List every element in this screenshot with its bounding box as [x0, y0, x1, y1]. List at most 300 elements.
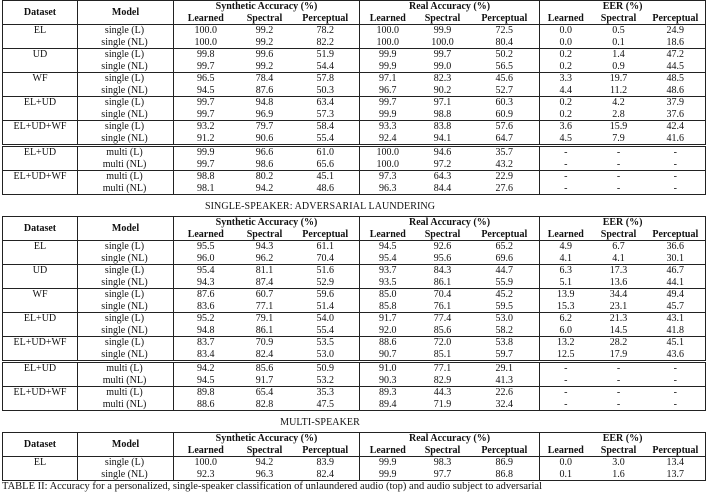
spectral-subheader: Spectral [416, 13, 470, 25]
syn-perceptual-cell: 78.2 [292, 25, 360, 37]
syn-perceptual-cell: 50.9 [292, 362, 360, 375]
real-learned-cell: 85.0 [360, 289, 416, 301]
model-header: Model [78, 1, 174, 25]
syn-spectral-cell: 94.8 [238, 97, 292, 109]
syn-learned-cell: 94.2 [174, 362, 238, 375]
model-cell: single (NL) [78, 61, 174, 73]
eer-perceptual-cell: 44.1 [646, 277, 706, 289]
spectral-subheader: Spectral [592, 13, 646, 25]
syn-spectral-cell: 91.7 [255, 374, 274, 386]
syn-spectral-cell: 96.6 [238, 146, 292, 159]
eer-header: EER (%) [540, 217, 706, 229]
model-cell: multi (NL) [78, 183, 174, 195]
real-perceptual-cell: 56.5 [470, 61, 540, 73]
real-learned-cell: 89.4 [360, 399, 416, 411]
eer-header: EER (%) [540, 1, 706, 13]
syn-learned-cell: 96.0 [197, 252, 215, 264]
syn-learned-cell: 83.7 [174, 337, 238, 349]
syn-learned-cell: 83.6 [197, 300, 215, 312]
real-spectral-cell: 77.4 [416, 313, 470, 325]
real-learned-cell: 91.7 [360, 313, 416, 325]
syn-spectral-cell: 80.2 [238, 171, 292, 183]
real-perceptual-cell: 41.3 [470, 375, 540, 387]
syn-perceptual-cell: 53.0 [292, 349, 360, 362]
syn-spectral-cell: 99.6 [238, 49, 292, 61]
table-row [3, 159, 706, 171]
real-spectral-cell: 84.3 [416, 265, 470, 277]
real-learned-cell: 93.5 [379, 276, 397, 288]
eer-perceptual-cell: 42.4 [646, 121, 706, 133]
eer-spectral-cell: 34.4 [592, 289, 646, 301]
eer-spectral-cell: 1.4 [592, 49, 646, 61]
real-learned-cell: 100.0 [376, 36, 400, 48]
syn-spectral-cell: 86.1 [255, 324, 274, 336]
syn-spectral-cell: 99.2 [255, 60, 274, 72]
model-cell: single (L) [78, 97, 174, 109]
real-learned-cell: 92.0 [379, 324, 397, 336]
perceptual-subheader: Perceptual [646, 229, 706, 241]
syn-perceptual-cell: 52.9 [292, 277, 360, 289]
syn-spectral-cell: 94.2 [238, 183, 292, 195]
real-perceptual-cell: 69.6 [470, 253, 540, 265]
syn-perceptual-cell: 51.6 [292, 265, 360, 277]
table-row [3, 97, 706, 109]
table-row [3, 277, 706, 289]
real-learned-cell: 96.7 [379, 84, 397, 96]
syn-spectral-cell: 77.1 [255, 300, 274, 312]
real-spectral-cell: 98.3 [433, 457, 452, 468]
real-spectral-cell: 77.1 [416, 362, 470, 375]
real-spectral-cell: 97.2 [433, 158, 452, 170]
real-perceptual-cell: 50.2 [470, 49, 540, 61]
eer-spectral-cell: 7.9 [612, 132, 625, 144]
syn-spectral-cell: 82.8 [238, 399, 292, 411]
header-row [3, 433, 706, 445]
eer-perceptual-cell: 41.6 [646, 133, 706, 146]
table-row [3, 387, 706, 399]
table-row [3, 337, 706, 349]
real-perceptual-cell: 72.5 [470, 25, 540, 37]
syn-learned-cell: 99.7 [174, 97, 238, 109]
syn-perceptual-cell: 35.3 [292, 387, 360, 399]
real-learned-cell: 99.9 [379, 457, 397, 468]
spectral-subheader: Spectral [238, 445, 292, 457]
eer-spectral-cell: - [592, 146, 646, 159]
real-spectral-cell: 98.8 [433, 108, 452, 120]
spectral-subheader: Spectral [416, 229, 470, 241]
syn-spectral-cell: 60.7 [238, 289, 292, 301]
real-learned-cell: 99.9 [379, 60, 397, 72]
spectral-subheader: Spectral [592, 445, 646, 457]
real-spectral-cell: 99.0 [433, 60, 452, 72]
eer-perceptual-cell: 48.5 [646, 73, 706, 85]
real-learned-cell: 100.0 [376, 158, 400, 170]
learned-subheader: Learned [360, 445, 416, 457]
table-caption: TABLE II: Accuracy for a personalized, single-speaker classification of unlaundered audio (top) and audio subject to adversarial [2, 481, 542, 492]
eer-spectral-cell: - [592, 183, 646, 195]
real-spectral-cell: 97.7 [416, 469, 470, 481]
model-cell: single (NL) [78, 325, 174, 337]
eer-perceptual-cell: 36.6 [646, 241, 706, 253]
learned-subheader: Learned [360, 13, 416, 25]
real-perceptual-cell: 59.7 [470, 349, 540, 362]
syn-learned-cell: 99.9 [174, 146, 238, 159]
syn-learned-cell: 89.8 [174, 387, 238, 399]
real-spectral-cell: 99.7 [416, 49, 470, 61]
real-perceptual-cell: 44.7 [470, 265, 540, 277]
dataset-cell: UD [3, 49, 78, 73]
eer-spectral-cell: 21.3 [592, 313, 646, 325]
syn-learned-cell: 88.6 [174, 399, 238, 411]
eer-perceptual-cell: 43.6 [646, 349, 706, 362]
eer-learned-cell: 4.9 [559, 241, 573, 252]
real-spectral-cell: 82.3 [416, 73, 470, 85]
syn-perceptual-cell: 53.5 [292, 337, 360, 349]
real-perceptual-cell: 22.6 [470, 387, 540, 399]
syn-learned-cell: 100.0 [194, 457, 217, 468]
real-learned-cell: 92.4 [379, 132, 397, 144]
syn-learned-cell: 99.7 [197, 60, 215, 72]
eer-learned-cell: 0.0 [559, 457, 573, 468]
model-cell: single (NL) [78, 37, 174, 49]
eer-learned-cell: 4.5 [559, 132, 573, 144]
model-cell: single (L) [78, 337, 174, 349]
syn-perceptual-cell: 63.4 [292, 97, 360, 109]
syn-perceptual-cell: 58.4 [292, 121, 360, 133]
perceptual-subheader: Perceptual [292, 445, 360, 457]
spectral-subheader: Spectral [238, 229, 292, 241]
table-row [3, 253, 706, 265]
table-row [3, 133, 706, 146]
eer-learned-cell: - [564, 158, 568, 170]
real-learned-cell: 90.3 [379, 374, 397, 386]
table-row [3, 146, 706, 159]
eer-perceptual-cell: 47.2 [646, 49, 706, 61]
table-row [3, 313, 706, 325]
real-perceptual-cell: 64.7 [470, 133, 540, 146]
learned-subheader: Learned [540, 229, 592, 241]
dataset-header: Dataset [3, 433, 78, 457]
model-cell: multi (NL) [78, 399, 174, 411]
syn-spectral-cell: 81.1 [238, 265, 292, 277]
real-spectral-cell: 94.1 [433, 132, 452, 144]
eer-spectral-cell: - [592, 171, 646, 183]
eer-learned-cell: 0.2 [540, 49, 592, 61]
syn-learned-cell: 94.5 [197, 84, 215, 96]
syn-learned-cell: 99.7 [197, 108, 215, 120]
eer-learned-cell: - [540, 146, 592, 159]
eer-perceptual-cell: 49.4 [646, 289, 706, 301]
table-row [3, 25, 706, 37]
syn-perceptual-cell: 55.4 [292, 133, 360, 146]
syn-learned-cell: 98.8 [174, 171, 238, 183]
real-perceptual-cell: 43.2 [470, 159, 540, 171]
real-learned-cell: 90.7 [379, 348, 397, 360]
real-perceptual-cell: 53.8 [470, 337, 540, 349]
real-learned-cell: 89.3 [360, 387, 416, 399]
eer-learned-cell: 4.1 [559, 252, 573, 264]
eer-learned-cell: 3.3 [540, 73, 592, 85]
eer-learned-cell: 0.2 [540, 97, 592, 109]
syn-spectral-cell: 96.2 [255, 252, 274, 264]
real-perceptual-cell: 45.2 [470, 289, 540, 301]
model-cell: single (L) [78, 241, 174, 253]
real-perceptual-cell: 52.7 [470, 85, 540, 97]
section-title: MULTI-SPEAKER [280, 417, 360, 428]
eer-learned-cell: - [564, 374, 568, 386]
model-cell: single (NL) [78, 253, 174, 265]
eer-perceptual-cell: - [646, 362, 706, 375]
eer-spectral-cell: - [592, 399, 646, 411]
dataset-cell: EL+UD+WF [3, 121, 78, 146]
table-row [3, 241, 706, 253]
syn-spectral-cell: 87.6 [255, 84, 274, 96]
syn-perceptual-cell: 51.4 [292, 301, 360, 313]
real-learned-cell: 99.9 [379, 108, 397, 120]
real-perceptual-cell: 58.2 [470, 325, 540, 337]
eer-learned-cell: 15.3 [557, 300, 575, 312]
syn-learned-cell: 94.3 [197, 276, 215, 288]
real-learned-cell: 93.7 [360, 265, 416, 277]
real-spectral-cell: 76.1 [433, 300, 452, 312]
syn-spectral-cell: 96.9 [255, 108, 274, 120]
real-perceptual-cell: 29.1 [470, 362, 540, 375]
eer-perceptual-cell: 37.6 [646, 109, 706, 121]
syn-perceptual-cell: 48.6 [292, 183, 360, 195]
model-cell: single (NL) [78, 133, 174, 146]
model-cell: single (L) [78, 265, 174, 277]
eer-learned-cell: 4.4 [559, 84, 573, 96]
eer-perceptual-cell: 37.9 [646, 97, 706, 109]
eer-perceptual-cell: 45.1 [646, 337, 706, 349]
eer-spectral-cell: 19.7 [592, 73, 646, 85]
real-accuracy-header: Real Accuracy (%) [360, 1, 540, 13]
real-spectral-cell: 64.3 [416, 171, 470, 183]
syn-learned-cell: 95.5 [197, 241, 215, 252]
eer-perceptual-cell: 46.7 [646, 265, 706, 277]
syn-spectral-cell: 96.3 [238, 469, 292, 481]
real-spectral-cell: 94.6 [416, 146, 470, 159]
syn-spectral-cell: 79.7 [238, 121, 292, 133]
syn-perceptual-cell: 65.6 [292, 159, 360, 171]
model-cell: single (L) [78, 73, 174, 85]
real-perceptual-cell: 32.4 [470, 399, 540, 411]
model-cell: single (NL) [78, 469, 174, 481]
model-cell: single (NL) [78, 109, 174, 121]
syn-perceptual-cell: 47.5 [292, 399, 360, 411]
eer-learned-cell: 0.0 [559, 25, 573, 36]
table-row [3, 301, 706, 313]
learned-subheader: Learned [174, 445, 238, 457]
eer-learned-cell: 6.3 [540, 265, 592, 277]
model-cell: multi (L) [78, 171, 174, 183]
eer-perceptual-cell: 24.9 [646, 25, 706, 37]
real-spectral-cell: 70.4 [416, 289, 470, 301]
eer-learned-cell: - [540, 183, 592, 195]
syn-learned-cell: 96.5 [174, 73, 238, 85]
real-learned-cell: 88.6 [360, 337, 416, 349]
real-spectral-cell: 95.6 [433, 252, 452, 264]
perceptual-subheader: Perceptual [470, 445, 540, 457]
table-row [3, 171, 706, 183]
real-spectral-cell: 44.3 [416, 387, 470, 399]
eer-spectral-cell: 11.2 [609, 84, 628, 96]
real-spectral-cell: 97.1 [416, 97, 470, 109]
eer-spectral-cell: 17.3 [592, 265, 646, 277]
syn-learned-cell: 83.4 [197, 348, 215, 360]
learned-subheader: Learned [360, 229, 416, 241]
model-cell: single (NL) [78, 85, 174, 97]
eer-perceptual-cell: - [646, 183, 706, 195]
dataset-cell: EL+UD+WF [3, 171, 78, 195]
model-cell: multi (L) [78, 146, 174, 159]
learned-subheader: Learned [540, 445, 592, 457]
dataset-cell: EL+UD [3, 362, 78, 387]
eer-learned-cell: 6.0 [559, 324, 573, 336]
syn-spectral-cell: 94.2 [255, 457, 274, 468]
model-cell: multi (NL) [78, 159, 174, 171]
syn-perceptual-cell: 82.4 [292, 469, 360, 481]
model-cell: single (NL) [78, 277, 174, 289]
syn-perceptual-cell: 57.3 [292, 109, 360, 121]
eer-spectral-cell: - [616, 374, 621, 386]
eer-spectral-cell: 13.6 [609, 276, 628, 288]
syn-learned-cell: 100.0 [194, 36, 217, 48]
spectral-subheader: Spectral [592, 229, 646, 241]
real-learned-cell: 91.0 [360, 362, 416, 375]
eer-learned-cell: 13.9 [540, 289, 592, 301]
eer-spectral-cell: 4.2 [592, 97, 646, 109]
table-row [3, 289, 706, 301]
real-learned-cell: 93.3 [360, 121, 416, 133]
perceptual-subheader: Perceptual [646, 13, 706, 25]
syn-spectral-cell: 79.1 [238, 313, 292, 325]
eer-perceptual-cell: - [646, 387, 706, 399]
syn-perceptual-cell: 61.1 [292, 241, 360, 253]
syn-perceptual-cell: 70.4 [292, 253, 360, 265]
results-table [2, 432, 706, 481]
syn-spectral-cell: 65.4 [238, 387, 292, 399]
syn-learned-cell: 95.4 [174, 265, 238, 277]
dataset-cell: WF [3, 289, 78, 313]
section-title: SINGLE-SPEAKER: ADVERSARIAL LAUNDERING [204, 201, 436, 212]
header-row [3, 1, 706, 13]
syn-spectral-cell: 70.9 [238, 337, 292, 349]
eer-perceptual-cell: - [646, 399, 706, 411]
real-learned-cell: 99.9 [360, 469, 416, 481]
eer-learned-cell: - [540, 387, 592, 399]
real-spectral-cell: 85.6 [433, 324, 452, 336]
real-perceptual-cell: 55.9 [470, 277, 540, 289]
eer-learned-cell: 13.2 [540, 337, 592, 349]
syn-learned-cell: 94.8 [197, 324, 215, 336]
eer-spectral-cell: 4.1 [612, 252, 625, 264]
real-perceptual-cell: 65.2 [470, 241, 540, 253]
table-row [3, 61, 706, 73]
eer-spectral-cell: - [592, 362, 646, 375]
syn-perceptual-cell: 53.2 [292, 375, 360, 387]
model-header: Model [78, 433, 174, 457]
eer-spectral-cell: - [616, 158, 621, 170]
eer-perceptual-cell: - [646, 171, 706, 183]
real-perceptual-cell: 27.6 [470, 183, 540, 195]
dataset-cell: EL+UD [3, 97, 78, 121]
eer-perceptual-cell: - [646, 146, 706, 159]
dataset-cell: WF [3, 73, 78, 97]
eer-perceptual-cell: 48.6 [646, 85, 706, 97]
real-learned-cell: 85.8 [379, 300, 397, 312]
real-perceptual-cell: 60.3 [470, 97, 540, 109]
results-table [2, 216, 706, 411]
model-cell: single (NL) [78, 301, 174, 313]
eer-spectral-cell: 0.1 [612, 36, 625, 48]
syn-learned-cell: 87.6 [174, 289, 238, 301]
eer-spectral-cell: 15.9 [592, 121, 646, 133]
syn-spectral-cell: 90.6 [255, 132, 274, 144]
model-header: Model [78, 217, 174, 241]
syn-learned-cell: 93.2 [174, 121, 238, 133]
eer-learned-cell: 0.0 [559, 36, 573, 48]
eer-perceptual-cell: 44.5 [646, 61, 706, 73]
table-row [3, 469, 706, 481]
syn-perceptual-cell: 57.8 [292, 73, 360, 85]
real-spectral-cell: 71.9 [416, 399, 470, 411]
real-spectral-cell: 99.9 [433, 25, 452, 36]
perceptual-subheader: Perceptual [470, 13, 540, 25]
table-row [3, 109, 706, 121]
dataset-cell: EL+UD [3, 313, 78, 337]
eer-perceptual-cell: 30.1 [646, 253, 706, 265]
real-perceptual-cell: 45.6 [470, 73, 540, 85]
syn-perceptual-cell: 61.0 [292, 146, 360, 159]
real-perceptual-cell: 59.5 [470, 301, 540, 313]
eer-spectral-cell: 0.5 [612, 25, 625, 36]
real-learned-cell: 96.3 [360, 183, 416, 195]
syn-learned-cell: 99.8 [174, 49, 238, 61]
syn-perceptual-cell: 45.1 [292, 171, 360, 183]
table-row [3, 121, 706, 133]
eer-perceptual-cell: 41.8 [646, 325, 706, 337]
table-row [3, 85, 706, 97]
syn-spectral-cell: 87.4 [255, 276, 274, 288]
eer-spectral-cell: 3.0 [612, 457, 625, 468]
real-learned-cell: 100.0 [376, 25, 400, 36]
eer-learned-cell: 0.2 [559, 60, 573, 72]
real-spectral-cell: 84.4 [416, 183, 470, 195]
syn-perceptual-cell: 54.0 [292, 313, 360, 325]
eer-spectral-cell: 17.9 [609, 348, 628, 360]
syn-learned-cell: 92.3 [174, 469, 238, 481]
eer-spectral-cell: 6.7 [612, 241, 625, 252]
eer-learned-cell: - [540, 399, 592, 411]
table-row [3, 265, 706, 277]
eer-perceptual-cell: 45.7 [646, 301, 706, 313]
eer-spectral-cell: - [592, 387, 646, 399]
eer-spectral-cell: 1.6 [592, 469, 646, 481]
model-cell: single (L) [78, 289, 174, 301]
perceptual-subheader: Perceptual [292, 13, 360, 25]
syn-learned-cell: 94.5 [197, 374, 215, 386]
syn-perceptual-cell: 54.4 [292, 61, 360, 73]
model-cell: single (NL) [78, 349, 174, 362]
real-spectral-cell: 100.0 [431, 36, 454, 48]
syn-learned-cell: 98.1 [174, 183, 238, 195]
perceptual-subheader: Perceptual [470, 229, 540, 241]
table-row [3, 457, 706, 469]
table-row [3, 349, 706, 362]
model-cell: single (L) [78, 49, 174, 61]
table-row [3, 375, 706, 387]
